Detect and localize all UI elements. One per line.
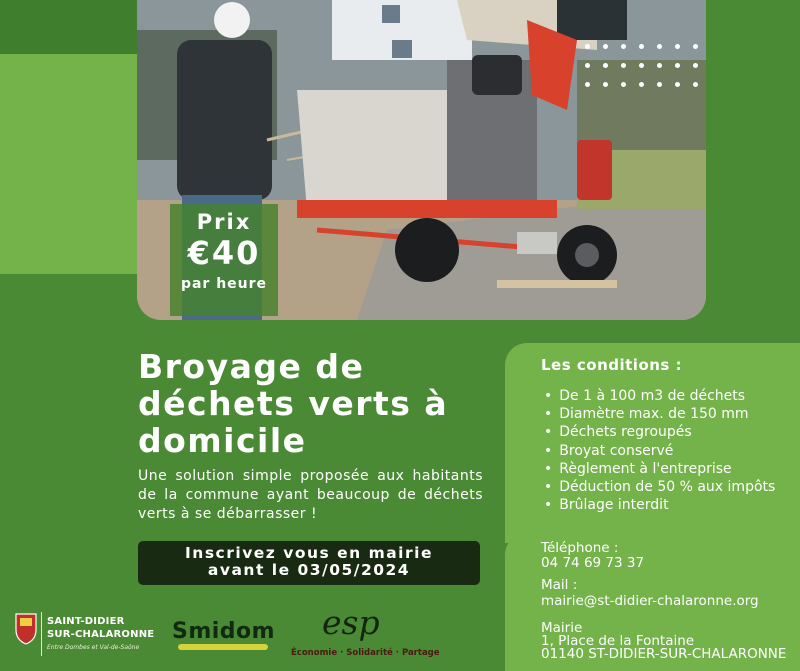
saint-didier-line1: SAINT-DIDIER [47,616,125,627]
smidom-logo-bar [178,644,268,650]
condition-item: • Broyat conservé [541,442,775,460]
condition-item: • Règlement à l'entreprise [541,460,775,478]
saint-didier-line2: SUR-CHALARONNE [47,629,155,640]
condition-item: • Déduction de 50 % aux impôts [541,478,775,496]
esp-tagline: Économie · Solidarité · Partage [291,648,440,658]
smidom-logo: Smidom [172,619,276,644]
mail-address[interactable]: mairie@st-didier-chalaronne.org [541,593,759,609]
saint-didier-tagline: Entre Dombes et Val-de-Saône [47,644,140,651]
price-badge [170,204,278,316]
price-label: Prix [196,210,252,234]
price-unit: par heure [180,276,268,292]
condition-item: • Déchets regroupés [541,423,775,441]
address-line2: 01140 ST-DIDIER-SUR-CHALARONNE [541,646,787,662]
address-label: Mairie [541,620,583,636]
signup-line1: Inscrivez vous en mairie [185,544,433,562]
conditions-list [541,387,775,514]
esp-logo: esp [322,603,380,642]
conditions-title: Les conditions : [541,356,683,374]
description: Une solution simple proposée aux habitants de la commune ayant beaucoup de déchets verts à se débarrasser ! [138,468,483,522]
condition-item: • Brûlage interdit [541,496,775,514]
page-title: Broyage de déchets verts à domicile [138,347,449,460]
phone-number[interactable]: 04 74 69 73 37 [541,555,645,571]
condition-item: • De 1 à 100 m3 de déchets [541,387,775,405]
signup-button[interactable] [138,541,480,585]
decor-band [0,0,137,54]
phone-label: Téléphone : [541,540,619,556]
condition-item: • Diamètre max. de 150 mm [541,405,775,423]
logo-divider [41,612,42,656]
decor-band-light [0,54,137,274]
price-value: €40 [187,234,261,272]
signup-line2: avant le 03/05/2024 [207,561,411,579]
address-line1: 1, Place de la Fontaine [541,633,695,649]
saint-didier-logo [47,615,154,641]
mail-label: Mail : [541,577,578,593]
